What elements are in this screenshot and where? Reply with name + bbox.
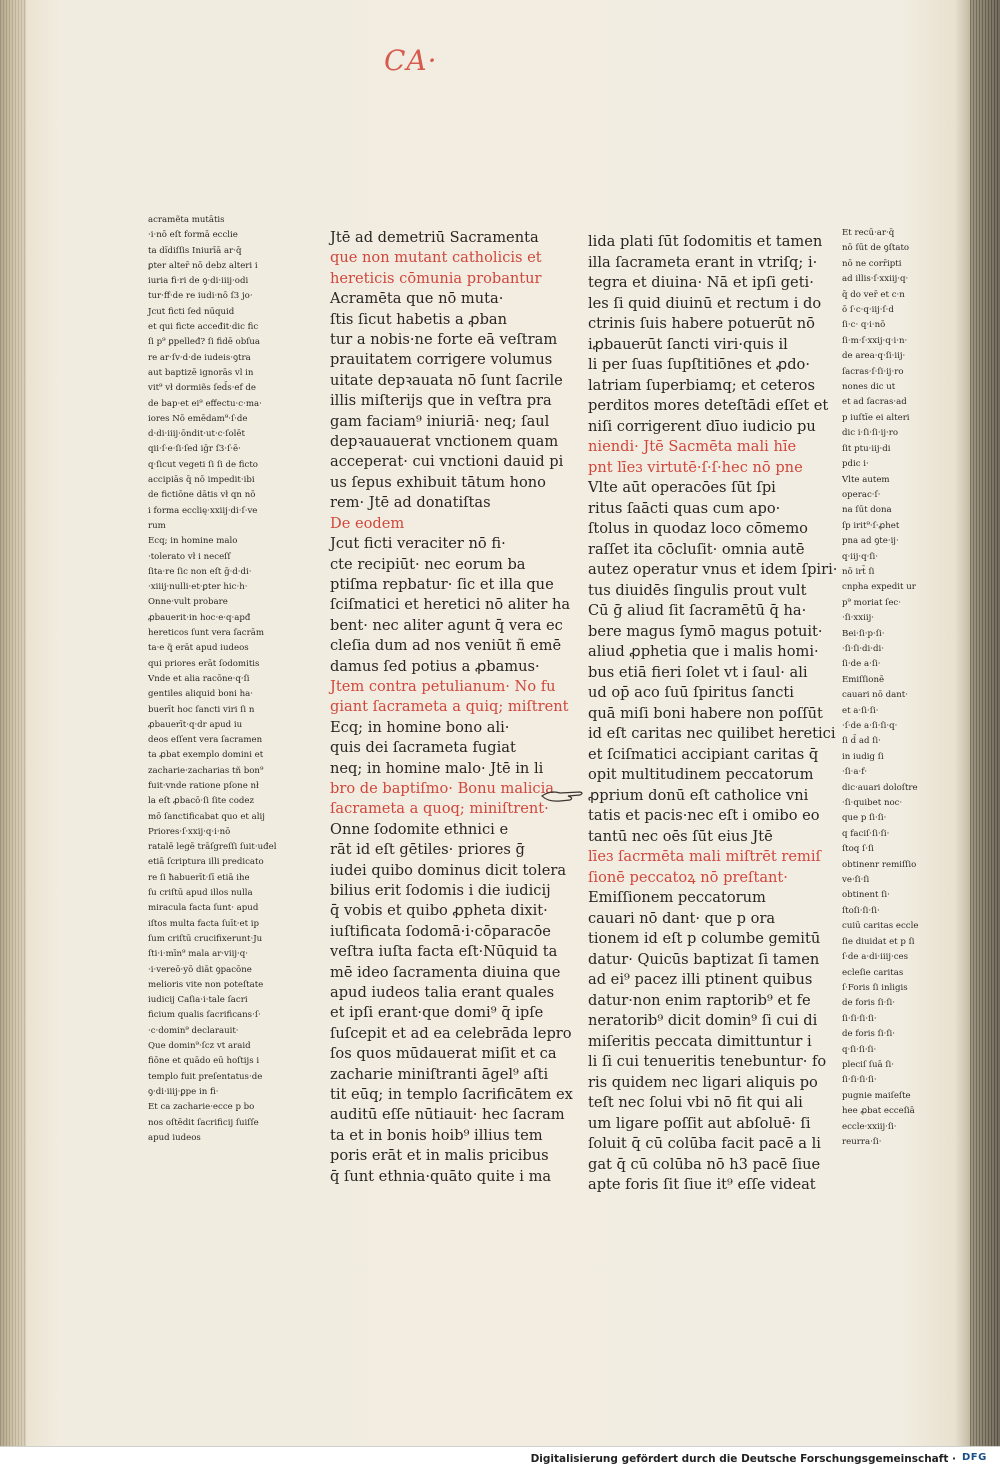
text-line: ꝑter alter̄ nō debz alteri i <box>148 260 258 271</box>
text-line: rem· Jtē ad donatiſtas <box>330 494 491 512</box>
text-line: bere magus ſymō magus potuit· <box>588 622 823 640</box>
text-line: neratorib⁹ dicit domin⁹ ſi cui di <box>588 1012 818 1029</box>
text-line: ratalē legē trāſgreſſi ſuit·uđel <box>148 842 277 853</box>
text-line: d·di·iiij·ōndit·ut·c·ſolēt <box>148 429 245 440</box>
text-line: ſti·i·mīn⁹ mala ar·viij·q· <box>148 949 249 960</box>
text-column-right <box>588 232 838 1196</box>
text-line: deos eſſent vera ſacramen <box>148 735 263 746</box>
text-line: ·c·domin⁹ declarauit· <box>148 1025 239 1036</box>
gloss-column-right <box>842 226 970 1150</box>
text-line: p⁹ moriat ſec· <box>842 597 901 608</box>
text-line: hereticos ſunt vera ſacrām <box>148 628 264 639</box>
text-line: ud op̄ aco ſuū ſpiritus ſancti <box>588 684 794 701</box>
text-line: ſie diuidat et p ſi <box>842 936 915 947</box>
text-line: um ligare poſſit aut abſoluē· ſi <box>588 1114 811 1132</box>
text-line: ſacrameta a quoq; miniſtrent· <box>330 800 549 818</box>
text-line: Acramēta que nō muta· <box>330 290 504 308</box>
text-line: bent· nec aliter agunt q̄ vera ec <box>330 616 563 634</box>
text-line: niendi· Jtē Sacmēta mali hīe <box>588 438 797 455</box>
text-line: apud iudeos <box>148 1132 201 1143</box>
text-line: iudicij Caſia·i·tale ſacri <box>148 995 248 1006</box>
text-line: obtinent ſi· <box>842 890 890 901</box>
text-column-left <box>330 228 573 1187</box>
text-line: qui priores erāt ſodomitis <box>148 658 260 669</box>
text-line: ta·e q̃ erāt apud iudeos <box>148 643 249 654</box>
text-line: q̄ do ver̄ et c·n <box>842 289 905 300</box>
text-line: et a·ſi·ſi· <box>842 705 879 716</box>
text-line: cnpha expedit ur <box>842 582 916 593</box>
text-line: datur·non enim raptorib⁹ et fe <box>588 991 811 1009</box>
text-line: re ſi ħabuerīt·ſī etiā ihe <box>148 872 250 883</box>
text-line: que non mutant catholicis et <box>330 249 542 267</box>
text-line: Ecq; in homine malo <box>148 536 238 547</box>
text-line: dic i·ſi·ſi·ij·ro <box>842 428 899 439</box>
text-line: iudei quibo dominus dicit tolera <box>330 861 567 879</box>
text-line: tus diuidēs ſingulis prout vult <box>588 581 807 599</box>
text-line: ·xiiij·nulli·et·ꝑter hic·h· <box>148 582 248 593</box>
text-line: ta et in bonis hoib⁹ illius tem <box>330 1126 543 1144</box>
text-line: ·ſi·ſi·di·di· <box>842 643 885 654</box>
text-line: ris quidem nec ligari aliquis po <box>588 1073 818 1091</box>
text-line: lida plati ſūt ſodomitis et tamen <box>588 233 823 250</box>
text-line: de foris ſi·ſi· <box>842 998 895 1009</box>
text-line: prauitatem corrigere volumus <box>330 351 553 369</box>
text-line: eccle·xxiij·ſi· <box>842 1121 897 1132</box>
text-line: melioris vite non poteſtate <box>148 979 264 990</box>
gloss-column-left <box>148 213 296 1146</box>
text-line: līeɜ ſacrmēta mali miſtrēt remiſ <box>588 848 821 865</box>
text-line: ecleſie caritas <box>842 967 904 978</box>
text-line: ſoluit q̄ cū colūba facit pacē a li <box>588 1135 821 1152</box>
text-line: nones dic ut <box>842 382 896 393</box>
text-line: Emiſſionem peccatorum <box>588 889 766 906</box>
text-line: giant ſacrameta a quiq; miſtrent <box>330 698 569 716</box>
text-line: ſ·Foris ſi inligis <box>842 982 908 993</box>
text-line: Ecq; in homine bono ali· <box>330 718 510 736</box>
text-line: ſos quos mūdauerat miſit et ca <box>330 1045 557 1063</box>
text-line: ſita·re ſic non eſt ḡ·d·di· <box>148 566 252 577</box>
text-line: ꝯ·di·iiij·ꝑpe in fi· <box>148 1086 219 1097</box>
text-line: ſit ptu·iij·di <box>842 443 891 454</box>
text-line: ſum criſtū crucifixerunt·Ju <box>148 933 263 944</box>
text-line: vit⁹ vł dormiẽs ſed̄s·ef de <box>148 383 257 394</box>
text-line: aliud ꝓphetia que i malis homi· <box>588 643 819 660</box>
text-line: ptiſma repbatur· ſic et illa que <box>330 575 554 593</box>
text-line: tur·ff·de re iudi·nō ſ3 jo· <box>148 291 253 302</box>
text-line: raſſet ita cōcluſit· omnia autē <box>588 540 805 558</box>
text-line: autez operatur vnus et idem ſpiri· <box>588 561 838 578</box>
text-line: ·i·vereō·yō diāt ꝯpacōne <box>148 964 252 975</box>
text-line: ·tolerato vł i neceſſ <box>148 551 231 562</box>
manicule-icon <box>540 784 586 806</box>
left-page-edge <box>0 0 26 1446</box>
text-line: ve·ſi·ſi <box>842 875 870 886</box>
text-line: q̄ vobis et quibo ꝓpheta dixit· <box>330 902 548 920</box>
text-line: nō ne corr̄ipti <box>842 258 902 269</box>
text-line: ſi p⁹ ꝑpelleđ? ſi fidē obſua <box>148 337 261 348</box>
text-line: reurra·ſi· <box>842 1136 882 1147</box>
text-line: de bap·et ei⁹ effectu·c·ma· <box>148 398 262 409</box>
text-line: gam faciam⁹ iniuriā· neq; ſaul <box>330 412 550 430</box>
text-line: gat q̄ cū colūba nō h3 pacē ſiue <box>588 1155 821 1173</box>
text-line: Vlte aūt operacōes ſūt ſpi <box>588 479 776 496</box>
text-line: iuſtificata ſodomā·i·cōparacōe <box>330 922 551 940</box>
text-line: et ſciſmatici accipiant caritas q̄ <box>588 745 819 763</box>
text-line: Vnde et alia racōne·q·ſi <box>148 673 250 684</box>
text-line: quis dei ſacrameta fugiat <box>330 739 516 757</box>
text-line: tionem id eſt p columbe gemitū <box>588 930 821 947</box>
text-line: li per ſuas ſupſtitiōnes et ꝓdo· <box>588 356 810 373</box>
text-line: zacharie miniſtranti āgel⁹ aſti <box>330 1065 549 1083</box>
text-line: id eſt caritas nec quilibet heretici <box>588 725 836 742</box>
text-line: in iudig ſi <box>842 751 884 762</box>
text-line: buerīt hoc ſancti viri ſi n <box>148 704 255 715</box>
text-line: ſi·ſi·ſi·ſi· <box>842 1075 877 1086</box>
text-line: tit eūq; in templo ſacrificātem ex <box>330 1086 573 1104</box>
text-line: Jtem contra petulianum· No fu <box>330 677 556 695</box>
text-line: q̄ ſunt ethnia·quāto quite i ma <box>330 1167 552 1185</box>
text-line: cleſia dum ad nos veniūt ñ emē <box>330 637 562 655</box>
text-line: datur· Quicūs baptizat ſi tamen <box>588 950 820 968</box>
text-line: ſtis ſicut habetis a ꝓban <box>330 310 508 328</box>
text-line: pnt līeɜ virtutē·ſ·ſ·hec nō pne <box>588 458 803 476</box>
text-line: cauari nō dant· que p ora <box>588 909 776 927</box>
text-line: les ſi quid diuinū et rectum i do <box>588 294 822 312</box>
text-line: na ſūt dona <box>842 505 892 516</box>
text-line: ·ſ·de a·ſi·ſi·q· <box>842 721 898 731</box>
text-line: ficium qualis ſacrificans·ſ· <box>148 1010 261 1021</box>
text-line: nō ſūt de ꝯſtato <box>842 243 910 254</box>
text-line: Onne ſodomite ethnici e <box>330 820 509 838</box>
text-line: poris erāt et in malis pricibus <box>330 1147 549 1165</box>
text-line: damus ſed potius a ꝓbamus· <box>330 657 540 675</box>
text-line: pna ad ꝯte·ij· <box>842 536 899 547</box>
text-line: cte recipiūt· nec eorum ba <box>330 555 526 573</box>
text-line: re ar·ſv·d·de iudeis·ꝯtra <box>148 352 251 363</box>
text-line: Et recū·ar·q̄ <box>842 228 895 238</box>
text-line: rāt id eſt gētiles· priores ḡ <box>330 841 525 859</box>
text-line: la eſt ꝓbacō·ſi ſite codez <box>148 796 255 807</box>
text-line: cuiū caritas eccle <box>842 921 919 932</box>
text-line: auditū eſſe nūtiauit· hec ſacram <box>330 1106 565 1124</box>
text-line: ſionē peccatoꝝ nō preſtant· <box>588 868 788 886</box>
text-line: depꝛauauerat vnctionem quam <box>330 433 559 451</box>
text-line: acceperat· cui vnctioni dauid pi <box>330 453 564 471</box>
text-line: ſuſcepit et ad ea celebrāda lepro <box>330 1024 572 1042</box>
text-line: bilius erit ſodomis i die iudicij <box>330 882 551 899</box>
text-line: operac·ſ· <box>842 489 881 500</box>
text-line: pleciſ ſuā ſi· <box>842 1059 895 1070</box>
text-line: de foris ſi·ſi· <box>842 1029 895 1040</box>
text-line: niſi corrigerent dīuo iudicio pu <box>588 417 816 435</box>
text-line: ·i·nō eſt formā ecclie <box>148 230 238 241</box>
text-line: apte foris ſit ſiue it⁹ eſſe videat <box>588 1176 816 1193</box>
text-line: ſi·m·ſ·xxij·q·i·n· <box>842 335 908 346</box>
text-line: Jtē ad demetriū Sacramenta <box>330 229 539 246</box>
right-page-edge <box>970 0 1000 1446</box>
text-line: li ſi cui tenueritis tenebuntur· fo <box>588 1053 827 1070</box>
text-line: Cū ḡ aliud ſit ſacramētū q̄ ha· <box>588 602 807 619</box>
text-line: ·ſi·a·f· <box>842 767 868 778</box>
text-line: apud iudeos talia erant quales <box>330 984 555 1002</box>
text-line: latriam ſuperbiamq; et ceteros <box>588 376 815 394</box>
text-line: Et ca zacharie·ecce p bo <box>148 1102 255 1113</box>
funding-notice: Digitalisierung gefördert durch die Deutsche Forschungsgemeinschaft · <box>530 1453 956 1465</box>
text-line: fiōne et quādo eū hoſtijs i <box>148 1056 260 1067</box>
text-line: ſp irit⁹·ſ·ꝓhet <box>842 520 900 531</box>
text-line: illa ſacrameta erant in vtriſq; i· <box>588 253 818 271</box>
text-line: ꝓbauerīt·q·dr apud iu <box>148 719 243 730</box>
text-line: ta dı̄diſſis Iniurīā ar·q̄ <box>148 245 242 256</box>
text-line: et ad ſacras·ad <box>842 397 907 408</box>
text-line: et ipſi erant·que domi⁹ q̄ ipſe <box>330 1004 544 1022</box>
text-line: tur a nobis·ne forte eā veſtram <box>330 331 558 349</box>
text-line: pdic i· <box>842 459 869 470</box>
text-line: teſt nec ſolui vbi nō fit qui ali <box>588 1094 803 1111</box>
text-line: iꝓbauerūt ſancti viri·quis il <box>588 335 788 353</box>
text-line: mō ſanctificabat quo et alij <box>148 811 265 822</box>
text-line: que p ſi·ſi· <box>842 813 887 824</box>
text-line: Vlte autem <box>842 474 890 485</box>
text-line: acramẽta mutātis <box>148 215 225 225</box>
text-line: ſu criſtū apud illos nulla <box>148 888 253 899</box>
text-line: miſeritis peccata dimittuntur i <box>588 1032 812 1050</box>
running-head: CA· <box>384 44 438 77</box>
text-line: Emiſſionē <box>842 674 885 685</box>
text-line: ꝓprium donū eſt catholice vni <box>588 786 809 804</box>
text-line: aut baptizē ignorās vl in <box>148 367 254 378</box>
text-line: bro de baptiſmo· Bonu malicia <box>330 779 554 797</box>
text-line: obtinenr remiſſio <box>842 859 917 870</box>
text-line: Priores·ſ·xxij·q·i·nō <box>148 826 231 837</box>
text-line: ta ꝓbat exemplo domini et <box>148 750 264 761</box>
text-line: veſtra iuſta facta eſt·Nūquid ta <box>330 943 558 961</box>
text-line: illis miſterijs que in veſtra pra <box>330 392 552 410</box>
text-line: ō ſ·c·q·iij·ſ·d <box>842 305 894 316</box>
text-line: ſi d̄ ad ſi· <box>842 736 881 747</box>
text-line: ſ·de a·di·iiij·ces <box>842 952 909 963</box>
text-line: tatis et pacis·nec eſt i omibo eo <box>588 807 820 824</box>
text-line: ·ſi·xxiij· <box>842 613 874 624</box>
text-line: ſi·c· q·i·nō <box>842 320 886 331</box>
text-line: iſtos multa facta ſuīt·et ip <box>148 918 260 929</box>
text-line: De eodem <box>330 514 405 532</box>
text-line: ſacras·ſ·ſi·ij·ro <box>842 366 904 377</box>
text-line: p iuſtīe ei alteri <box>842 412 910 423</box>
text-line: ſtolus in quodaz loco cōmemo <box>588 520 808 537</box>
text-line: iores Nō emēdam⁹·ſ·de <box>148 413 248 424</box>
text-line: ad ei⁹ pacez illi ptinent quibus <box>588 971 813 988</box>
text-line: ſtoſi·ſi·ſi· <box>842 905 880 916</box>
text-line: ſtoq ſ·ſi <box>842 844 874 855</box>
text-line: q·ſi·ſi·ſi· <box>842 1044 877 1055</box>
text-line: ctrinis ſuis habere potuerūt nō <box>588 315 815 332</box>
text-line: hee ꝓbat ecceſiā <box>842 1106 915 1117</box>
text-line: nō irt̄ ſi <box>842 566 875 577</box>
text-line: mē ideo ſacramenta diuina que <box>330 963 561 981</box>
text-line: dic·auari doloſtre <box>842 782 918 793</box>
text-line: Jcut ficti ſed nūquid <box>148 306 235 317</box>
text-line: Bei·ſi·p·ſi· <box>842 628 885 639</box>
text-line: ꝓbauerit·in hoc·e·q·apđ <box>148 612 251 623</box>
text-line: cauari nō dant· <box>842 690 908 701</box>
text-line: q·iij·q·ſi· <box>842 551 879 562</box>
text-line: opit multitudinem peccatorum <box>588 766 814 783</box>
text-line: nos oſtēdit ſacrificij ſuiſſe <box>148 1117 259 1128</box>
text-line: q faciſ·ſi·ſi· <box>842 828 890 839</box>
text-line: perditos mores deteſtādi eſſet et <box>588 397 829 414</box>
text-line: miracula facta ſunt· apud <box>148 903 259 914</box>
text-line: hereticis cōmunia probantur <box>330 269 542 287</box>
text-line: quā miſi boni habere non poſſūt <box>588 704 823 722</box>
text-line: ſi·de a·ſi· <box>842 659 881 670</box>
text-line: neq; in homine malo· Jtē in li <box>330 759 544 777</box>
text-line: accipiās q̄ nō impedit·ibi <box>148 475 255 486</box>
text-line: ritus ſaācti quas cum apo· <box>588 499 781 517</box>
text-line: templo fuit preſentatus·de <box>148 1071 263 1082</box>
text-line: et qui ficte acceđit·dic fic <box>148 322 259 333</box>
text-line: Jcut ficti veraciter nō fi· <box>330 535 506 553</box>
text-line: q·ſicut vegeti ſi ſi de ficto <box>148 459 258 470</box>
footer-bar <box>0 1446 1000 1472</box>
text-line: ·ſi·quibet noc· <box>842 798 903 809</box>
text-line: uitate depꝛauata nō ſunt ſacrile <box>330 371 563 389</box>
text-line: i forma ecclię·xxiij·di·ſ·ve <box>148 505 258 516</box>
text-line: ſi·ſi·ſi·ſi· <box>842 1013 877 1024</box>
text-line: rum <box>148 520 166 531</box>
text-line: zacharie·zacharias tñ bon⁹ <box>148 765 264 776</box>
text-line: tegra et diuina· Nā et ipſi geti· <box>588 274 814 291</box>
text-line: qii·ſ·e·ſi·ſed iḡr ſ3·ſ·ē· <box>148 444 241 455</box>
dfg-logo: DFG <box>962 1452 987 1463</box>
text-line: de fictiōne dātis vł qn nō <box>148 490 256 501</box>
text-line: de area·q·ſi·iij· <box>842 351 906 362</box>
text-line: ſciſmatici et heretici nō aliter ha <box>330 596 571 614</box>
text-line: bus etiā fieri ſolet vt i ſaul· ali <box>588 663 808 681</box>
text-line: gentiles aliquid boni ha· <box>148 689 254 700</box>
text-line: ad illis·ſ·xxiij·q· <box>842 274 909 285</box>
text-line: fuit·vnde ratione pſone nł <box>148 780 259 791</box>
text-line: Onne·vult probare <box>148 597 228 608</box>
text-line: us ſepus exhibuit tātum hono <box>330 473 546 491</box>
text-line: Que domin⁹·ſcz vt araid <box>148 1041 251 1052</box>
text-line: tantū nec oēs ſūt eius Jtē <box>588 827 773 845</box>
text-line: iuria fi·ri de ꝯ·di·iiij·odi <box>148 276 249 287</box>
text-line: etiā ſcriptura illi predicato <box>148 857 264 868</box>
text-line: pugnie maiſeſte <box>842 1090 911 1101</box>
